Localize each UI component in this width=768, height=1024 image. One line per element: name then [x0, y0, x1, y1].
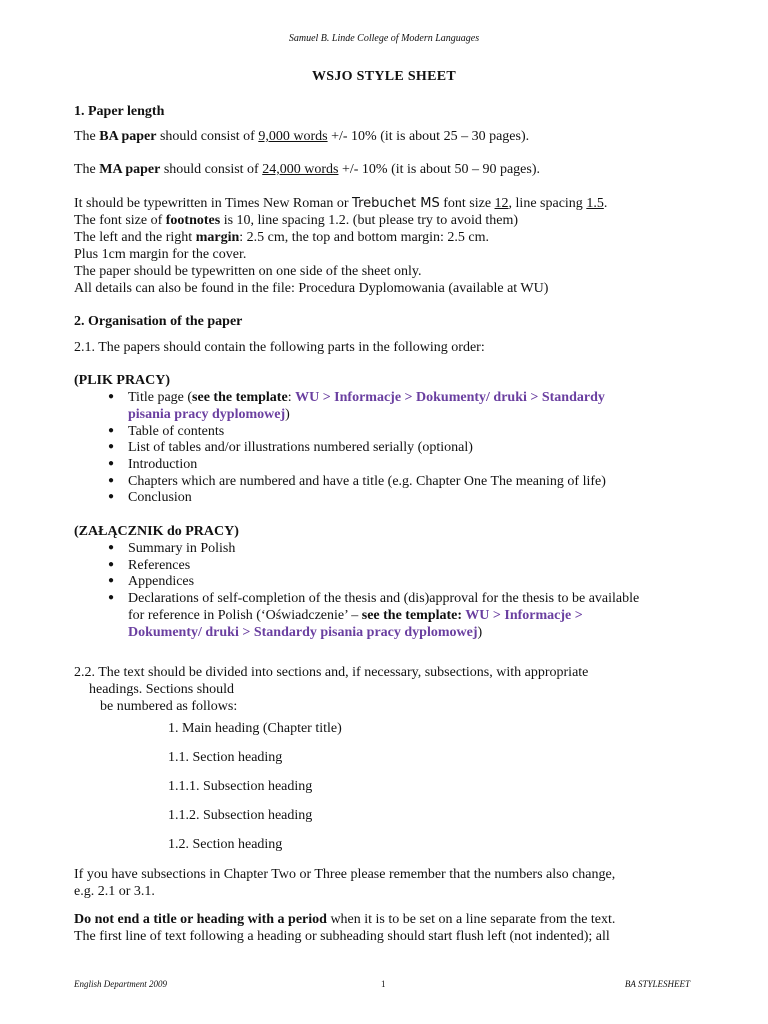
ma-paper-line: The MA paper should consist of 24,000 words +/- 10% (it is about 50 – 90 pages). [74, 162, 540, 177]
p22-line: be numbered as follows: [100, 699, 238, 714]
bullet-icon: ● [108, 542, 115, 553]
list-item: Summary in Polish [128, 541, 236, 556]
numbering-example: 1.1. Section heading [168, 750, 283, 765]
title-page-item-cont: pisania pracy dyplomowej) [128, 407, 290, 422]
numbering-example: 1.2. Section heading [168, 837, 283, 852]
list-item: Conclusion [128, 490, 192, 505]
zalacznik-heading: (ZAŁĄCZNIK do PRACY) [74, 524, 239, 539]
flush-rule: The first line of text following a heading or subheading should start flush left (not indented); all [74, 929, 610, 944]
footer-right: BA STYLESHEET [624, 979, 690, 989]
ba-paper-line: The BA paper should consist of 9,000 words +/- 10% (it is about 25 – 30 pages). [74, 129, 530, 144]
declarations-item: Declarations of self-completion of the thesis and (dis)approval for the thesis to be available [128, 591, 640, 606]
list-item: Introduction [128, 457, 198, 472]
footnotes-line: The font size of footnotes is 10, line spacing 1.2. (but please try to avoid them) [74, 213, 519, 228]
bullet-icon: ● [108, 491, 115, 502]
details-line: All details can also be found in the file: Procedura Dyplomowania (available at WU) [74, 281, 549, 296]
plik-heading: (PLIK PRACY) [74, 373, 171, 388]
period-rule: Do not end a title or heading with a period when it is to be set on a line separate from the text. [74, 912, 616, 927]
bullet-icon: ● [108, 458, 115, 469]
p22-line: headings. Sections should [89, 682, 235, 697]
bullet-icon: ● [108, 475, 115, 486]
section-2-intro: 2.1. The papers should contain the following parts in the following order: [74, 340, 485, 355]
cover-line: Plus 1cm margin for the cover. [74, 247, 247, 262]
bullet-icon: ● [108, 391, 115, 402]
side-line: The paper should be typewritten on one side of the sheet only. [74, 264, 422, 279]
p22-line: 2.2. The text should be divided into sections and, if necessary, subsections, with appropriate [74, 665, 589, 680]
bullet-icon: ● [108, 425, 115, 436]
subsections-note: If you have subsections in Chapter Two or Three please remember that the numbers also change, [74, 867, 616, 882]
footer-left: English Department 2009 [74, 979, 167, 989]
section-2-heading: 2. Organisation of the paper [74, 314, 243, 329]
margin-line: The left and the right margin: 2.5 cm, the top and bottom margin: 2.5 cm. [74, 230, 490, 245]
bullet-icon: ● [108, 559, 115, 570]
section-1-heading: 1. Paper length [74, 104, 165, 119]
bullet-icon: ● [108, 575, 115, 586]
document-title: WSJO STYLE SHEET [311, 69, 457, 84]
page-header: Samuel B. Linde College of Modern Languages [288, 33, 480, 44]
list-item: Appendices [128, 574, 195, 589]
numbering-example: 1.1.2. Subsection heading [168, 808, 313, 823]
numbering-example: 1. Main heading (Chapter title) [168, 721, 342, 736]
title-page-item: Title page (see the template: WU > Informacje > Dokumenty/ druki > Standardy [128, 390, 605, 405]
subsections-note: e.g. 2.1 or 3.1. [74, 884, 155, 899]
page-number: 1 [381, 979, 386, 989]
list-item: References [128, 558, 191, 573]
declarations-item-cont: Dokumenty/ druki > Standardy pisania pracy dyplomowej) [128, 625, 483, 640]
list-item: Table of contents [128, 424, 225, 439]
declarations-item-cont: for reference in Polish (‘Oświadczenie’ – see the template: WU > Informacje > [128, 608, 583, 623]
list-item: List of tables and/or illustrations numbered serially (optional) [128, 440, 473, 455]
numbering-example: 1.1.1. Subsection heading [168, 779, 313, 794]
list-item: Chapters which are numbered and have a title (e.g. Chapter One The meaning of life) [128, 474, 606, 489]
font-line: It should be typewritten in Times New Roman or Trebuchet MS font size 12, line spacing 1.5. [74, 196, 608, 211]
bullet-icon: ● [108, 592, 115, 603]
bullet-icon: ● [108, 441, 115, 452]
